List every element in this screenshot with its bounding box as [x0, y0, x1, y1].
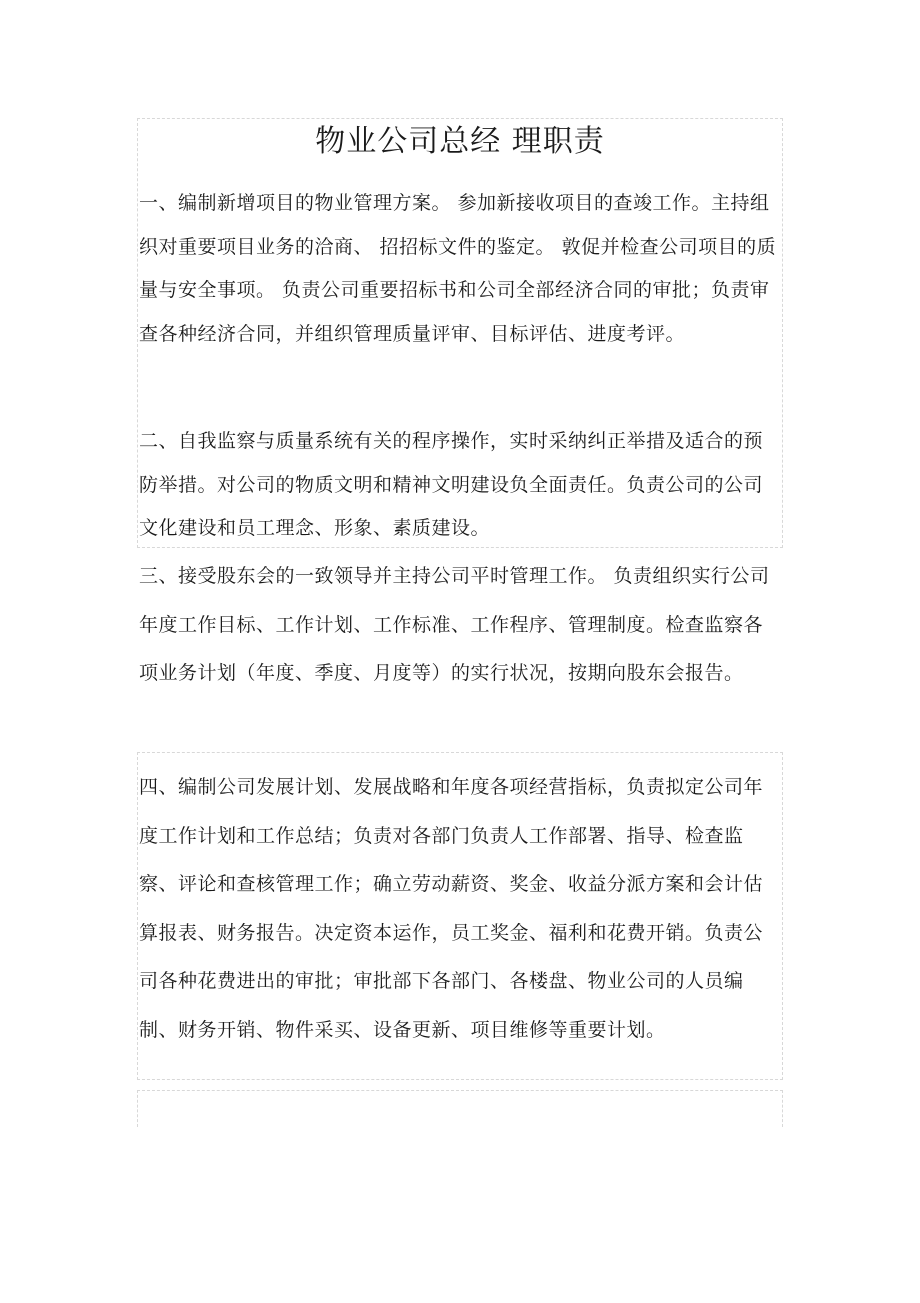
section-2-paragraph: 二、自我监察与质量系统有关的程序操作，实时采纳纠正举措及适合的预防举措。对公司的物质文明和精神文明建设负全面责任。负责公司的公司文化建设和员工理念、形象、素质建设。	[139, 430, 764, 539]
section-4-paragraph: 四、编制公司发展计划、发展战略和年度各项经营指标，负责拟定公司年度工作计划和工作总结；负责对各部门负责人工作部署、指导、检查监察、评论和查核管理工作；确立劳动薪资、奖金、收益分派方案和会计估算报表、财务报告。决定资本运作，员工奖金、福利和花费开销。负责公司各种花费进出的审批；审批部下各部门、各楼盘、物业公司的人员编制、财务开销、物件采买、设备更新、项目维修等重要计划。	[139, 776, 764, 1041]
page-frame-bottom	[137, 1090, 783, 1127]
section-3-paragraph: 三、接受股东会的一致领导并主持公司平时管理工作。 负责组织实行公司年度工作目标、工作计划、工作标准、工作程序、管理制度。检查监察各项业务计划（年度、季度、月度等）的实行状况，按期向股东会报告。	[139, 565, 770, 684]
document-title: 物业公司总经 理职责	[315, 124, 605, 159]
section-1-paragraph: 一、编制新增项目的物业管理方案。 参加新接收项目的查竣工作。主持组织对重要项目业务的洽商、 招招标文件的鉴定。 敦促并检查公司项目的质量与安全事项。 负责公司重要招标书和公司全部经济合同的审批；负责审查各种经济合同，并组织管理质量评审、目标评估、进度考评。	[139, 192, 777, 345]
